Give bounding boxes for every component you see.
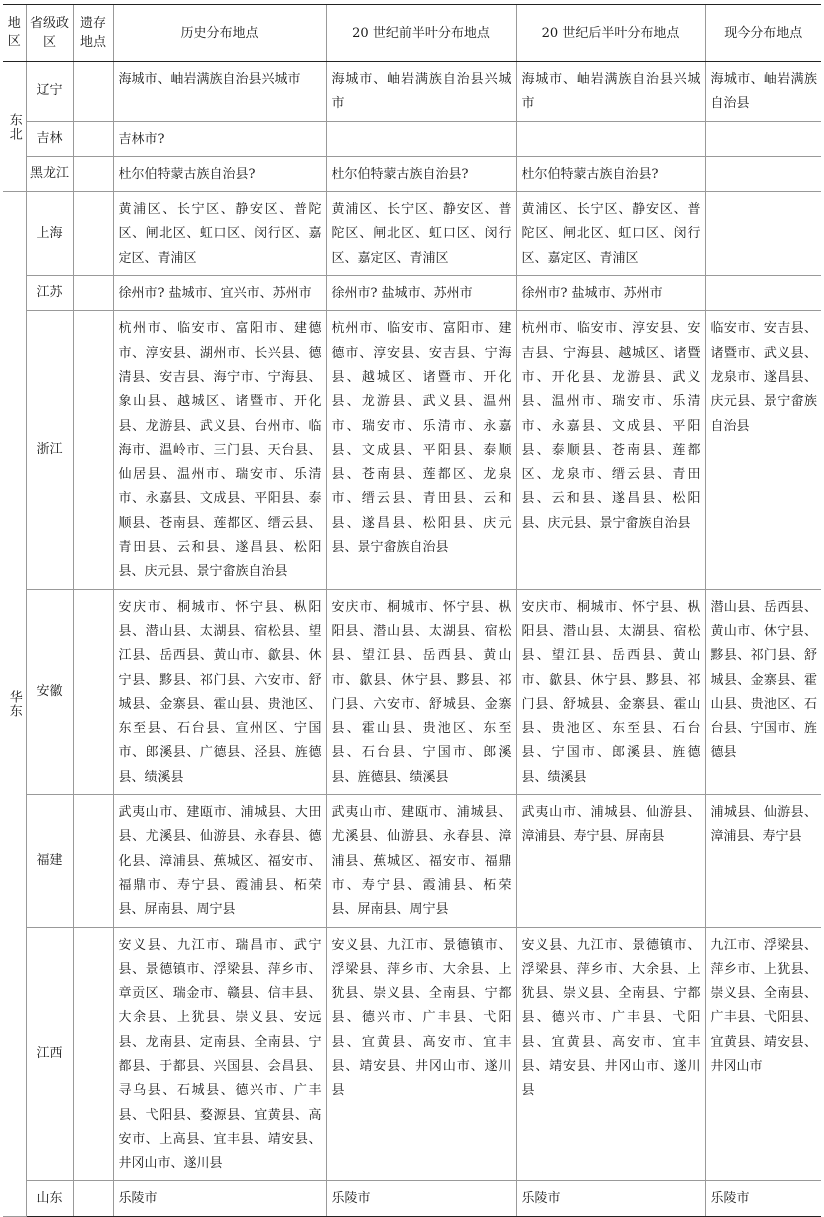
early20-cell: 杭州市、临安市、富阳市、建德市、淳安县、安吉县、宁海县、越城区、诸暨市、开化县、龙游县、武义县、温州市、瑞安市、乐清市、永嘉县、文成县、平阳县、泰顺县、苍南县、莲都区、龙泉市、缙云县、青田县、云和县、遂昌县、松阳县、庆元县、景宁畲族自治县 xyxy=(326,311,516,589)
province-cell: 江苏 xyxy=(26,276,73,311)
header-historical: 历史分布地点 xyxy=(113,5,326,62)
header-row xyxy=(3,5,821,62)
historical-cell: 安庆市、桐城市、怀宁县、枞阳县、潜山县、太湖县、宿松县、望江县、岳西县、黄山市、歙县、休宁县、黟县、祁门县、六安市、舒城县、金寨县、霍山县、贵池区、东至县、石台县、宣州区、宁国市、郎溪县、广德县、泾县、旌德县、绩溪县 xyxy=(113,589,326,794)
current-cell: 九江市、浮梁县、萍乡市、上犹县、崇义县、全南县、广丰县、弋阳县、宜黄县、靖安县、井冈山市 xyxy=(705,927,821,1181)
province-cell: 黑龙江 xyxy=(26,156,73,191)
table-row xyxy=(3,192,821,276)
table-row xyxy=(3,589,821,794)
historical-cell: 杜尔伯特蒙古族自治县? xyxy=(113,156,326,191)
current-cell: 潜山县、岳西县、黄山市、休宁县、黟县、祁门县、舒城县、金寨县、霍山县、贵池区、石台县、宁国市、旌德县 xyxy=(705,589,821,794)
historical-cell: 黄浦区、长宁区、静安区、普陀区、闸北区、虹口区、闵行区、嘉定区、青浦区 xyxy=(113,192,326,276)
province-cell: 福建 xyxy=(26,795,73,927)
table-row xyxy=(3,1181,821,1216)
table-row xyxy=(3,927,821,1181)
current-cell: 临安市、安吉县、诸暨市、武义县、龙泉市、遂昌县、庆元县、景宁畲族自治县 xyxy=(705,311,821,589)
late20-cell: 杜尔伯特蒙古族自治县? xyxy=(516,156,705,191)
current-cell: 乐陵市 xyxy=(705,1181,821,1216)
relic-cell xyxy=(73,156,113,191)
table-row xyxy=(3,311,821,589)
header-current: 现今分布地点 xyxy=(705,5,821,62)
early20-cell: 徐州市? 盐城市、苏州市 xyxy=(326,276,516,311)
late20-cell: 杭州市、临安市、淳安县、安吉县、宁海县、越城区、诸暨市、开化县、龙游县、武义县、温州市、瑞安市、乐清市、永嘉县、文成县、平阳县、泰顺县、苍南县、莲都区、龙泉市、缙云县、青田县、云和县、遂昌县、松阳县、庆元县、景宁畲族自治县 xyxy=(516,311,705,589)
header-early20: 20 世纪前半叶分布地点 xyxy=(326,5,516,62)
early20-cell: 乐陵市 xyxy=(326,1181,516,1216)
current-cell xyxy=(705,156,821,191)
relic-cell xyxy=(73,311,113,589)
relic-cell xyxy=(73,589,113,794)
late20-cell: 安义县、九江市、景德镇市、浮梁县、萍乡市、大余县、上犹县、崇义县、全南县、宁都县、德兴市、广丰县、弋阳县、宜黄县、高安市、宜丰县、靖安县、井冈山市、遂川县 xyxy=(516,927,705,1181)
province-cell: 吉林 xyxy=(26,121,73,156)
table-row xyxy=(3,795,821,927)
historical-cell: 海城市、岫岩满族自治县兴城市 xyxy=(113,62,326,122)
historical-cell: 武夷山市、建瓯市、浦城县、大田县、尤溪县、仙游县、永春县、德化县、漳浦县、蕉城区、福安市、福鼎市、寿宁县、霞浦县、柘荣县、屏南县、周宁县 xyxy=(113,795,326,927)
historical-cell: 吉林市? xyxy=(113,121,326,156)
early20-cell: 安义县、九江市、景德镇市、浮梁县、萍乡市、大余县、上犹县、崇义县、全南县、宁都县、德兴市、广丰县、弋阳县、宜黄县、高安市、宜丰县、靖安县、井冈山市、遂川县 xyxy=(326,927,516,1181)
relic-cell xyxy=(73,192,113,276)
province-cell: 浙江 xyxy=(26,311,73,589)
historical-cell: 杭州市、临安市、富阳市、建德市、淳安县、湖州市、长兴县、德清县、安吉县、海宁市、宁海县、象山县、越城区、诸暨市、开化县、龙游县、武义县、台州市、临海市、温岭市、三门县、天台县、仙居县、温州市、瑞安市、乐清市、永嘉县、文成县、平阳县、泰顺县、苍南县、莲都区、缙云县、青田县、云和县、遂昌县、松阳县、庆元县、景宁畲族自治县 xyxy=(113,311,326,589)
header-province: 省级政区 xyxy=(26,5,73,62)
region-label: 东北 xyxy=(6,112,22,141)
relic-cell xyxy=(73,927,113,1181)
historical-cell: 安义县、九江市、瑞昌市、武宁县、景德镇市、浮梁县、萍乡市、章贡区、瑞金市、赣县、信丰县、大余县、上犹县、崇义县、安远县、龙南县、定南县、全南县、宁都县、于都县、兴国县、会昌县、寻乌县、石城县、德兴市、广丰县、弋阳县、婺源县、宜黄县、高安市、上高县、宜丰县、靖安县、井冈山市、遂川县 xyxy=(113,927,326,1181)
current-cell xyxy=(705,121,821,156)
early20-cell: 杜尔伯特蒙古族自治县? xyxy=(326,156,516,191)
relic-cell xyxy=(73,276,113,311)
current-cell xyxy=(705,192,821,276)
relic-cell xyxy=(73,1181,113,1216)
region-label: 华东 xyxy=(6,689,22,718)
region-east xyxy=(3,192,26,1217)
distribution-table xyxy=(3,4,821,1217)
historical-cell: 乐陵市 xyxy=(113,1181,326,1216)
relic-cell xyxy=(73,121,113,156)
header-region: 地区 xyxy=(3,5,26,62)
province-cell: 江西 xyxy=(26,927,73,1181)
table-row xyxy=(3,156,821,191)
current-cell: 海城市、岫岩满族自治县 xyxy=(705,62,821,122)
early20-cell: 黄浦区、长宁区、静安区、普陀区、闸北区、虹口区、闵行区、嘉定区、青浦区 xyxy=(326,192,516,276)
current-cell: 浦城县、仙游县、漳浦县、寿宁县 xyxy=(705,795,821,927)
late20-cell: 海城市、岫岩满族自治县兴城市 xyxy=(516,62,705,122)
current-cell xyxy=(705,276,821,311)
late20-cell: 黄浦区、长宁区、静安区、普陀区、闸北区、虹口区、闵行区、嘉定区、青浦区 xyxy=(516,192,705,276)
province-cell: 安徽 xyxy=(26,589,73,794)
relic-cell xyxy=(73,795,113,927)
province-cell: 上海 xyxy=(26,192,73,276)
relic-cell xyxy=(73,62,113,122)
header-late20: 20 世纪后半叶分布地点 xyxy=(516,5,705,62)
late20-cell: 乐陵市 xyxy=(516,1181,705,1216)
table-row xyxy=(3,121,821,156)
header-relic: 遗存地点 xyxy=(73,5,113,62)
table-row xyxy=(3,276,821,311)
province-cell: 辽宁 xyxy=(26,62,73,122)
early20-cell xyxy=(326,121,516,156)
early20-cell: 海城市、岫岩满族自治县兴城市 xyxy=(326,62,516,122)
historical-cell: 徐州市? 盐城市、宜兴市、苏州市 xyxy=(113,276,326,311)
late20-cell: 安庆市、桐城市、怀宁县、枞阳县、潜山县、太湖县、宿松县、望江县、岳西县、黄山市、歙县、休宁县、黟县、祁门县、舒城县、金寨县、霍山县、贵池区、东至县、石台县、宁国市、郎溪县、旌德县、绩溪县 xyxy=(516,589,705,794)
early20-cell: 安庆市、桐城市、怀宁县、枞阳县、潜山县、太湖县、宿松县、望江县、岳西县、黄山市、歙县、休宁县、黟县、祁门县、六安市、舒城县、金寨县、霍山县、贵池区、东至县、石台县、宁国市、郎溪县、旌德县、绩溪县 xyxy=(326,589,516,794)
late20-cell: 武夷山市、浦城县、仙游县、漳浦县、寿宁县、屏南县 xyxy=(516,795,705,927)
province-cell: 山东 xyxy=(26,1181,73,1216)
late20-cell xyxy=(516,121,705,156)
early20-cell: 武夷山市、建瓯市、浦城县、尤溪县、仙游县、永春县、漳浦县、蕉城区、福安市、福鼎市、寿宁县、霞浦县、柘荣县、屏南县、周宁县 xyxy=(326,795,516,927)
late20-cell: 徐州市? 盐城市、苏州市 xyxy=(516,276,705,311)
table-row xyxy=(3,62,821,122)
region-northeast xyxy=(3,62,26,192)
